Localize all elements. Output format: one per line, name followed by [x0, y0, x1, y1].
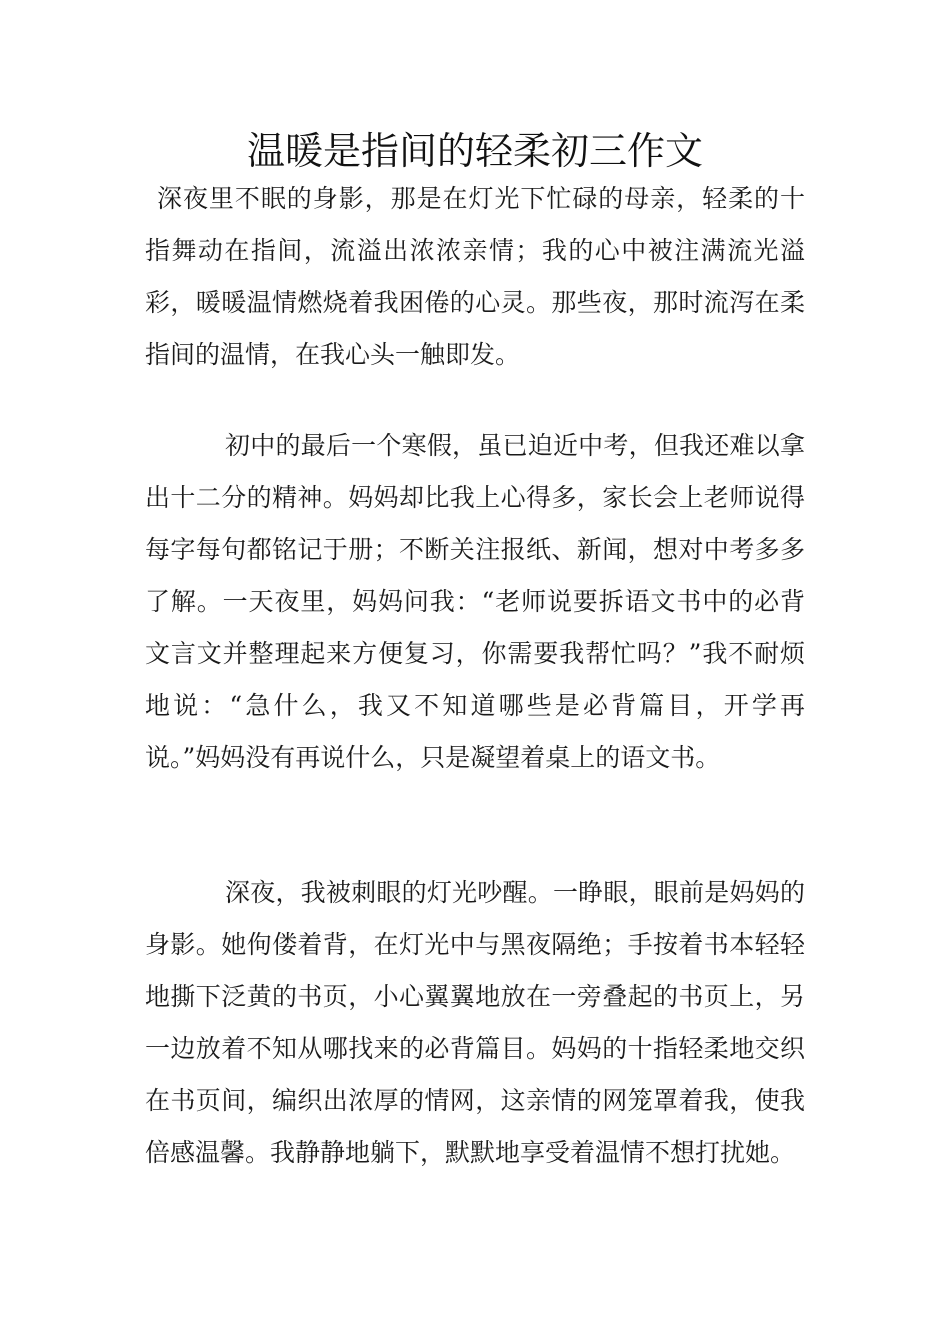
- paragraph-3: 深夜，我被刺眼的灯光吵醒。一睁眼，眼前是妈妈的身影。她佝偻着背，在灯光中与黑夜隔绝；手按着书本轻轻地撕下泛黄的书页，小心翼翼地放在一旁叠起的书页上，另一边放着不知从哪找来的必背篇目。妈妈的十指轻柔地交织在书页间，编织出浓厚的情网，这亲情的网笼罩着我，使我倍感温馨。我静静地躺下，默默地享受着温情不想打扰她。: [145, 878, 805, 1167]
- paragraph-1: 深夜里不眠的身影，那是在灯光下忙碌的母亲，轻柔的十指舞动在指间，流溢出浓浓亲情；我的心中被注满流光溢彩，暖暖温情燃烧着我困倦的心灵。那些夜，那时流泻在柔指间的温情，在我心头一触即发。: [145, 184, 805, 369]
- paragraph-2: 初中的最后一个寒假，虽已迫近中考，但我还难以拿出十二分的精神。妈妈却比我上心得多，家长会上老师说得每字每句都铭记于册；不断关注报纸、新闻，想对中考多多了解。一天夜里，妈妈问我：“老师说要拆语文书中的必背文言文并整理起来方便复习，你需要我帮忙吗？”我不耐烦地说：“急什么，我又不知道哪些是必背篇目，开学再说。”妈妈没有再说什么，只是凝望着桌上的语文书。: [145, 431, 805, 772]
- document-title: 温暖是指间的轻柔初三作文: [246, 129, 703, 173]
